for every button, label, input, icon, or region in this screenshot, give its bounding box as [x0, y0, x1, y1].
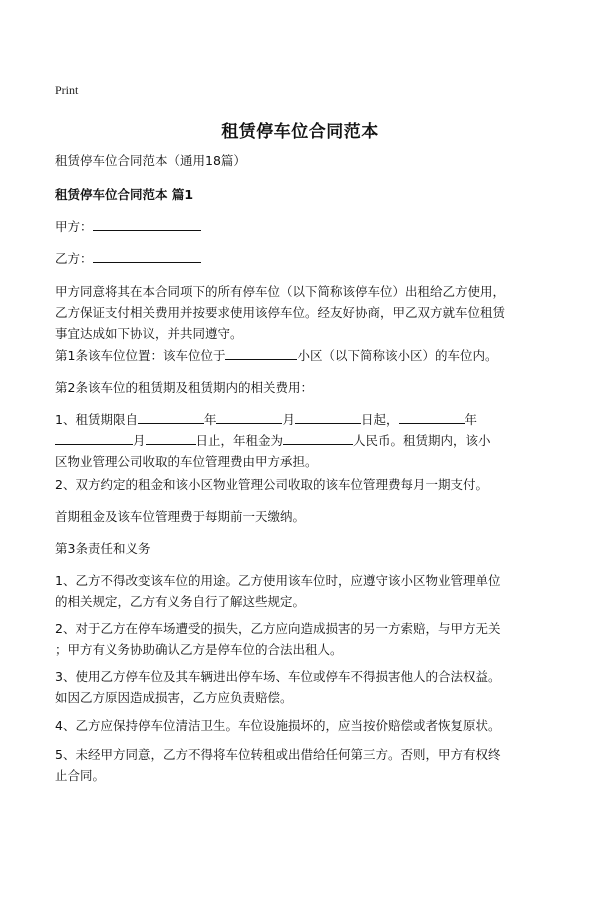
blank-start-day	[295, 409, 361, 424]
print-label[interactable]: Print	[55, 83, 79, 97]
clause-1-suffix: 小区（以下简称该小区）的车位内。	[297, 348, 498, 363]
c2-item1-line1	[55, 409, 555, 430]
blank-end-day	[146, 430, 196, 445]
c3-item2-line1: 2、对于乙方在停车场遭受的损失，乙方应向造成损害的另一方索赔，与甲方无关	[55, 621, 501, 636]
blank-end-year	[399, 409, 465, 424]
party-a-label: 甲方：	[55, 219, 93, 234]
c2-item2: 2、双方约定的租金和该小区物业管理公司收取的该车位管理费每月一期支付。	[55, 477, 488, 492]
c2-line2-text: 日止，年租金为	[195, 433, 284, 448]
c2-year-label: 年	[203, 412, 217, 427]
intro-line-2: 乙方保证支付相关费用并按要求使用该停车位。经友好协商，甲乙双方就车位租赁	[55, 305, 506, 320]
party-b-line	[55, 248, 555, 269]
c3-item5-line2: 止合同。	[55, 768, 106, 783]
clause-1	[55, 345, 555, 366]
c2-day-from-label: 日起，	[361, 412, 399, 427]
subtitle: 租赁停车位合同范本（通用18篇）	[55, 153, 246, 168]
c2-year2-label: 年	[464, 412, 478, 427]
party-a-line	[55, 216, 555, 237]
blank-end-month	[55, 430, 133, 445]
c3-item3-line1: 3、使用乙方停车位及其车辆进出停车场、车位或停车不得损害他人的合法权益。	[55, 669, 501, 684]
party-a-blank	[93, 216, 201, 231]
page-title: 租赁停车位合同范本	[221, 122, 379, 142]
party-b-label: 乙方：	[55, 251, 93, 266]
section-title: 租赁停车位合同范本 篇1	[55, 187, 194, 202]
blank-rent	[283, 430, 353, 445]
c2-item1-line2	[55, 430, 555, 451]
c3-item3-line2: 如因乙方原因造成损害，乙方应负责赔偿。	[55, 690, 293, 705]
c3-item1-line1: 1、乙方不得改变该车位的用途。乙方使用该车位时，应遵守该小区物业管理单位	[55, 573, 501, 588]
clause-3-title: 第3条责任和义务	[55, 541, 151, 556]
c2-line2-end: 人民币。租赁期内，该小	[353, 433, 491, 448]
blank-start-year	[138, 409, 204, 424]
clause-2-title: 第2条该车位的租赁期及租赁期内的相关费用：	[55, 380, 313, 395]
c2-item3: 首期租金及该车位管理费于每期前一天缴纳。	[55, 509, 306, 524]
c2-item1-a: 1、租赁期限自	[55, 412, 138, 427]
clause-1-blank	[225, 345, 297, 360]
clause-1-prefix: 第1条该车位位置：该车位位于	[55, 348, 226, 363]
party-b-blank	[93, 248, 201, 263]
c2-month-label: 月	[282, 412, 295, 427]
intro-line-3: 事宜达成如下协议，并共同遵守。	[55, 326, 243, 341]
c2-item1-line3: 区物业管理公司收取的车位管理费由甲方承担。	[55, 454, 318, 469]
c3-item1-line2: 的相关规定，乙方有义务自行了解这些规定。	[55, 594, 306, 609]
c3-item2-line2: ；甲方有义务协助确认乙方是停车位的合法出租人。	[55, 642, 343, 657]
c3-item4: 4、乙方应保持停车位清洁卫生。车位设施损坏的，应当按价赔偿或者恢复原状。	[55, 718, 501, 733]
c2-line2-month: 月	[133, 433, 146, 448]
c3-item5-line1: 5、未经甲方同意，乙方不得将车位转租或出借给任何第三方。否则，甲方有权终	[55, 747, 501, 762]
blank-start-month	[216, 409, 282, 424]
intro-line-1: 甲方同意将其在本合同项下的所有停车位（以下简称该停车位）出租给乙方使用，	[55, 284, 506, 299]
